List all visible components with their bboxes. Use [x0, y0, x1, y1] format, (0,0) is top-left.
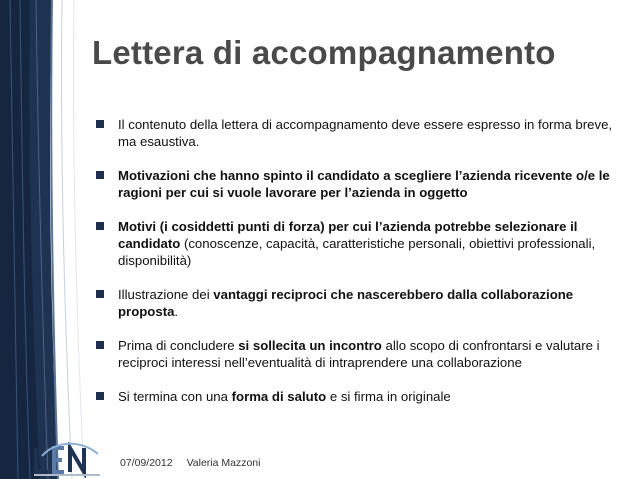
footer-author: Valeria Mazzoni [186, 457, 261, 469]
bullet-item [96, 388, 616, 405]
bullet-square-icon [96, 392, 104, 400]
bullet-text: . [174, 304, 179, 319]
bullet-text-bold: si sollecita un incontro [238, 338, 382, 353]
bullet-item [96, 286, 616, 320]
bullet-text: Il contenuto della lettera di accompagnamento deve essere espresso in forma breve, ma esaustiva. [118, 117, 613, 149]
slide-title: Lettera di accompagnamento [92, 34, 556, 71]
bullet-square-icon [96, 222, 104, 230]
bullet-text-bold: Motivi (i cosiddetti punti di forza) per cui l’azienda potrebbe selezionare il candidato [118, 219, 578, 251]
footer-date: 07/09/2012 [120, 457, 173, 469]
bullet-item [96, 218, 616, 269]
bullet-text: Prima di concludere [118, 338, 239, 353]
bullet-text-bold: forma di saluto [231, 389, 327, 404]
bullet-text: Illustrazione dei [118, 287, 214, 302]
bullet-item [96, 116, 616, 150]
bullet-text-bold: Motivazioni che hanno spinto il candidato a scegliere l’azienda ricevente o/e le ragioni per cui si vuole lavorare per l’azienda in oggetto [118, 168, 610, 200]
slide-decoration [0, 0, 86, 479]
bullet-text-bold: vantaggi reciproci che nascerebbero dalla collaborazione proposta [118, 287, 574, 319]
bullet-text: e si firma in originale [326, 389, 451, 404]
bullet-text: (conoscenze, capacità, caratteristiche personali, obiettivi professionali, disponibilità) [118, 236, 596, 268]
bullet-square-icon [96, 171, 104, 179]
bullet-square-icon [96, 120, 104, 128]
bullet-square-icon [96, 341, 104, 349]
bullet-list [96, 116, 616, 405]
bullet-text: Si termina con una [118, 389, 232, 404]
len-logo [32, 442, 108, 478]
slide-footer [120, 457, 260, 469]
bullet-square-icon [96, 290, 104, 298]
bullet-item [96, 337, 616, 371]
bullet-item [96, 167, 616, 201]
bullet-text: allo scopo di confrontarsi e valutare i reciproci interessi nell’eventualità di intraprendere una collaborazione [118, 338, 600, 370]
